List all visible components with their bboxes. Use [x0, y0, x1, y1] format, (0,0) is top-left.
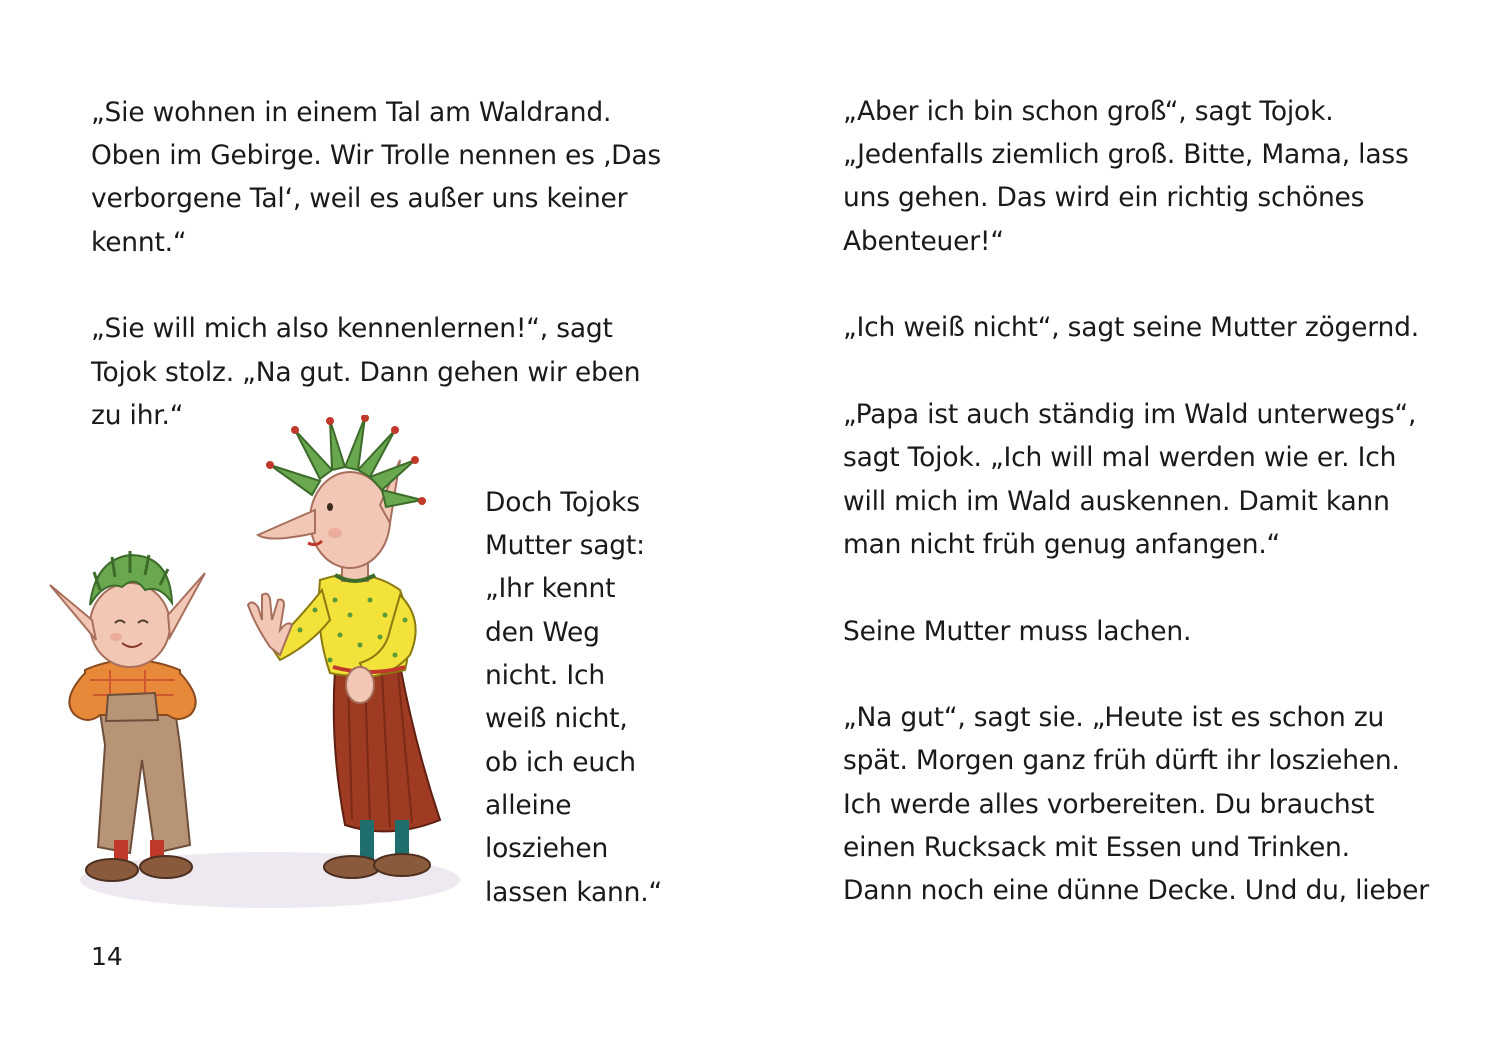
- text-line: verborgene Tal‘, weil es außer uns keiner: [91, 183, 628, 214]
- text-line: spät. Morgen ganz früh dürft ihr losziehen.: [843, 745, 1400, 776]
- troll-mother-and-child-illustration: [30, 415, 480, 925]
- text-line: Dann noch eine dünne Decke. Und du, lieber: [843, 875, 1429, 906]
- text-line: „Papa ist auch ständig im Wald unterwegs“,: [843, 399, 1417, 430]
- text-line: „Sie will mich also kennenlernen!“, sagt: [91, 313, 613, 344]
- text-line: „Ihr kennt: [485, 573, 616, 604]
- text-line: uns gehen. Das wird ein richtig schönes: [843, 182, 1365, 213]
- text-line: „Sie wohnen in einem Tal am Waldrand.: [91, 97, 612, 128]
- text-line: losziehen: [485, 833, 609, 864]
- text-line: einen Rucksack mit Essen und Trinken.: [843, 832, 1350, 863]
- page-number: 14: [91, 942, 123, 971]
- text-line: ob ich euch: [485, 747, 636, 778]
- text-line: Ich werde alles vorbereiten. Du brauchst: [843, 789, 1375, 820]
- text-line: nicht. Ich: [485, 660, 605, 691]
- text-line: Mutter sagt:: [485, 530, 645, 561]
- text-line: „Jedenfalls ziemlich groß. Bitte, Mama, lass: [843, 139, 1409, 170]
- text-line: weiß nicht,: [485, 703, 628, 734]
- text-line: „Aber ich bin schon groß“, sagt Tojok.: [843, 96, 1334, 127]
- text-line: Oben im Gebirge. Wir Trolle nennen es ‚Das: [91, 140, 662, 171]
- text-line: kennt.“: [91, 227, 187, 258]
- text-line: Abenteuer!“: [843, 226, 1004, 257]
- text-line: sagt Tojok. „Ich will mal werden wie er. Ich: [843, 442, 1397, 473]
- troll-child-figure: [50, 551, 205, 881]
- text-line: man nicht früh genug anfangen.“: [843, 529, 1281, 560]
- text-line: alleine: [485, 790, 572, 821]
- text-line: will mich im Wald auskennen. Damit kann: [843, 486, 1390, 517]
- text-line: Tojok stolz. „Na gut. Dann gehen wir eben: [91, 357, 641, 388]
- text-line: Doch Tojoks: [485, 487, 640, 518]
- text-line: lassen kann.“: [485, 877, 662, 908]
- troll-mother-figure: [248, 415, 440, 878]
- text-line: den Weg: [485, 617, 600, 648]
- text-line: Seine Mutter muss lachen.: [843, 616, 1192, 647]
- text-line: zu ihr.“: [91, 400, 184, 431]
- text-line: „Ich weiß nicht“, sagt seine Mutter zögernd.: [843, 312, 1419, 343]
- text-line: „Na gut“, sagt sie. „Heute ist es schon zu: [843, 702, 1385, 733]
